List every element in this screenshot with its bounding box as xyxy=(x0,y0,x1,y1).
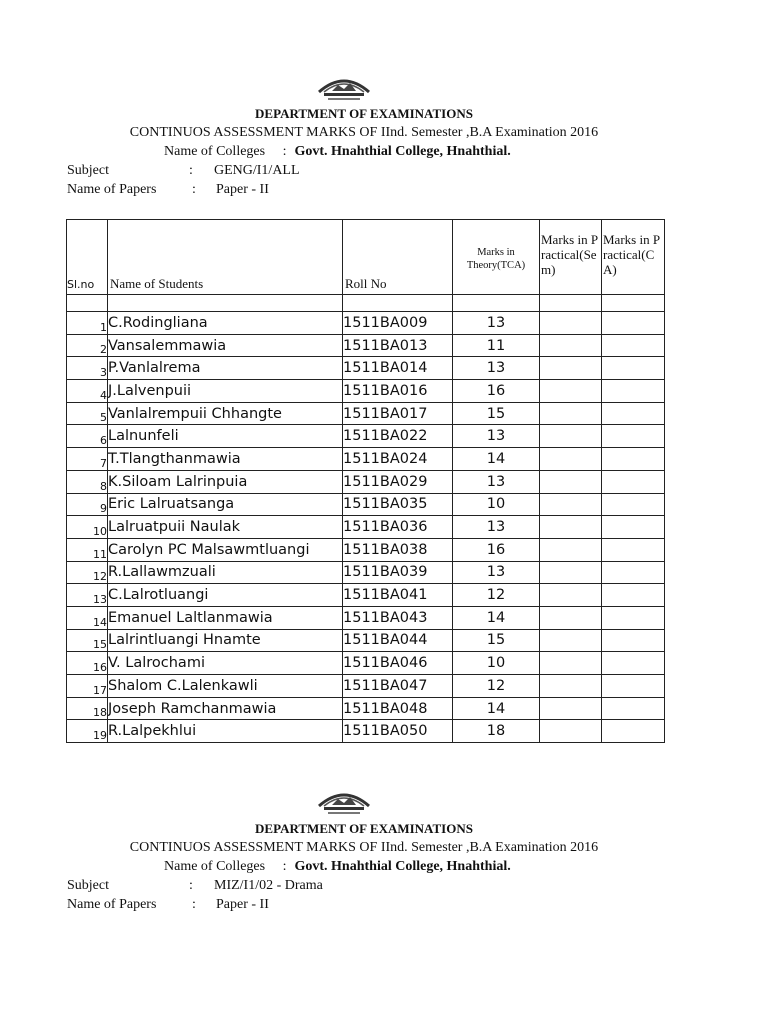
row-slno: 10 xyxy=(67,516,108,539)
row-practical-sem xyxy=(540,334,602,357)
papers-value: Paper - II xyxy=(216,182,269,197)
row-slno: 1 xyxy=(67,312,108,335)
header-slno: Sl.no xyxy=(67,220,108,295)
university-logo xyxy=(314,74,374,104)
row-student-name: Lalruatpuii Naulak xyxy=(108,516,343,539)
row-practical-ca xyxy=(602,629,665,652)
table-body xyxy=(67,312,665,743)
row-student-name: V. Lalrochami xyxy=(108,652,343,675)
row-roll-no: 1511BA043 xyxy=(343,606,453,629)
header-practical-sem: Marks in Practical(Sem) xyxy=(540,220,602,295)
row-practical-ca xyxy=(602,402,665,425)
row-student-name: K.Siloam Lalrinpuia xyxy=(108,470,343,493)
table-row xyxy=(67,312,665,335)
row-practical-sem xyxy=(540,561,602,584)
row-practical-ca xyxy=(602,470,665,493)
row-practical-ca xyxy=(602,720,665,743)
table-row xyxy=(67,675,665,698)
subject-label-2: Subject xyxy=(67,878,109,893)
row-slno: 17 xyxy=(67,675,108,698)
row-theory-marks: 18 xyxy=(453,720,540,743)
row-slno: 2 xyxy=(67,334,108,357)
row-student-name: Lalrintluangi Hnamte xyxy=(108,629,343,652)
row-student-name: T.Tlangthanmawia xyxy=(108,448,343,471)
row-roll-no: 1511BA039 xyxy=(343,561,453,584)
college-line xyxy=(164,144,511,160)
row-roll-no: 1511BA013 xyxy=(343,334,453,357)
row-slno: 6 xyxy=(67,425,108,448)
row-roll-no: 1511BA016 xyxy=(343,380,453,403)
table-row xyxy=(67,334,665,357)
marks-table xyxy=(66,219,665,743)
row-student-name: R.Lallawmzuali xyxy=(108,561,343,584)
subject-label: Subject xyxy=(67,163,109,178)
row-practical-ca xyxy=(602,425,665,448)
row-theory-marks: 15 xyxy=(453,402,540,425)
row-practical-ca xyxy=(602,561,665,584)
row-practical-ca xyxy=(602,312,665,335)
table-row xyxy=(67,470,665,493)
subject-value: GENG/I1/ALL xyxy=(214,163,300,178)
row-practical-ca xyxy=(602,675,665,698)
row-theory-marks: 13 xyxy=(453,357,540,380)
row-practical-ca xyxy=(602,697,665,720)
row-practical-ca xyxy=(602,584,665,607)
table-row xyxy=(67,448,665,471)
row-student-name: P.Vanlalrema xyxy=(108,357,343,380)
row-theory-marks: 16 xyxy=(453,538,540,561)
row-roll-no: 1511BA046 xyxy=(343,652,453,675)
table-row xyxy=(67,516,665,539)
row-practical-ca xyxy=(602,606,665,629)
row-roll-no: 1511BA050 xyxy=(343,720,453,743)
header-practical-ca: Marks in Practical(CA) xyxy=(602,220,665,295)
row-slno: 7 xyxy=(67,448,108,471)
row-practical-ca xyxy=(602,538,665,561)
row-slno: 19 xyxy=(67,720,108,743)
row-practical-sem xyxy=(540,675,602,698)
papers-value-2: Paper - II xyxy=(216,897,269,912)
table-row xyxy=(67,584,665,607)
row-theory-marks: 16 xyxy=(453,380,540,403)
row-practical-sem xyxy=(540,312,602,335)
table-row xyxy=(67,538,665,561)
row-student-name: Carolyn PC Malsawmtluangi xyxy=(108,538,343,561)
row-theory-marks: 10 xyxy=(453,493,540,516)
row-theory-marks: 11 xyxy=(453,334,540,357)
table-row xyxy=(67,493,665,516)
papers-colon: : xyxy=(192,182,196,197)
papers-label: Name of Papers xyxy=(67,182,157,197)
row-theory-marks: 12 xyxy=(453,675,540,698)
row-student-name: Eric Lalruatsanga xyxy=(108,493,343,516)
row-theory-marks: 13 xyxy=(453,312,540,335)
row-practical-ca xyxy=(602,652,665,675)
row-student-name: Emanuel Laltlanmawia xyxy=(108,606,343,629)
row-roll-no: 1511BA047 xyxy=(343,675,453,698)
subject-colon: : xyxy=(189,163,193,178)
row-student-name: Vansalemmawia xyxy=(108,334,343,357)
row-roll-no: 1511BA014 xyxy=(343,357,453,380)
row-roll-no: 1511BA024 xyxy=(343,448,453,471)
row-roll-no: 1511BA041 xyxy=(343,584,453,607)
table-row xyxy=(67,629,665,652)
row-slno: 15 xyxy=(67,629,108,652)
row-roll-no: 1511BA022 xyxy=(343,425,453,448)
college-name-2: Govt. Hnahthial College, Hnahthial. xyxy=(294,859,511,874)
row-roll-no: 1511BA009 xyxy=(343,312,453,335)
row-practical-sem xyxy=(540,697,602,720)
row-theory-marks: 13 xyxy=(453,516,540,539)
papers-colon-2: : xyxy=(192,897,196,912)
row-practical-sem xyxy=(540,448,602,471)
row-practical-ca xyxy=(602,357,665,380)
row-slno: 9 xyxy=(67,493,108,516)
row-slno: 12 xyxy=(67,561,108,584)
row-practical-sem xyxy=(540,357,602,380)
row-practical-sem xyxy=(540,516,602,539)
row-roll-no: 1511BA048 xyxy=(343,697,453,720)
row-student-name: Vanlalrempuii Chhangte xyxy=(108,402,343,425)
college-label-2: Name of Colleges : xyxy=(164,859,287,874)
row-practical-sem xyxy=(540,380,602,403)
table-row xyxy=(67,606,665,629)
row-roll-no: 1511BA035 xyxy=(343,493,453,516)
table-row xyxy=(67,697,665,720)
row-slno: 3 xyxy=(67,357,108,380)
row-theory-marks: 14 xyxy=(453,606,540,629)
row-slno: 8 xyxy=(67,470,108,493)
row-theory-marks: 12 xyxy=(453,584,540,607)
assessment-title: CONTINUOS ASSESSMENT MARKS OF IInd. Semester ,B.A Examination 2016 xyxy=(129,125,599,140)
row-student-name: J.Lalvenpuii xyxy=(108,380,343,403)
row-practical-sem xyxy=(540,538,602,561)
row-theory-marks: 13 xyxy=(453,425,540,448)
row-student-name: C.Rodingliana xyxy=(108,312,343,335)
row-slno: 16 xyxy=(67,652,108,675)
row-roll-no: 1511BA036 xyxy=(343,516,453,539)
header-roll: Roll No xyxy=(343,220,453,295)
row-slno: 11 xyxy=(67,538,108,561)
row-student-name: Lalnunfeli xyxy=(108,425,343,448)
table-header-row xyxy=(67,220,665,295)
row-practical-ca xyxy=(602,334,665,357)
row-slno: 4 xyxy=(67,380,108,403)
row-slno: 14 xyxy=(67,606,108,629)
college-label: Name of Colleges : xyxy=(164,144,287,159)
row-practical-sem xyxy=(540,402,602,425)
row-practical-ca xyxy=(602,516,665,539)
table-row xyxy=(67,357,665,380)
table-row xyxy=(67,561,665,584)
department-title: DEPARTMENT OF EXAMINATIONS xyxy=(255,106,473,121)
university-logo-2 xyxy=(314,788,374,818)
header-name: Name of Students xyxy=(108,220,343,295)
row-student-name: Joseph Ramchanmawia xyxy=(108,697,343,720)
row-practical-sem xyxy=(540,470,602,493)
header-theory: Marks in Theory(TCA) xyxy=(453,220,540,295)
table-row xyxy=(67,425,665,448)
row-theory-marks: 14 xyxy=(453,448,540,471)
row-roll-no: 1511BA038 xyxy=(343,538,453,561)
table-row xyxy=(67,720,665,743)
row-theory-marks: 10 xyxy=(453,652,540,675)
subject-colon-2: : xyxy=(189,878,193,893)
row-practical-sem xyxy=(540,629,602,652)
subject-value-2: MIZ/I1/02 - Drama xyxy=(214,878,323,893)
department-title-2: DEPARTMENT OF EXAMINATIONS xyxy=(255,821,473,836)
row-student-name: Shalom C.Lalenkawli xyxy=(108,675,343,698)
row-theory-marks: 15 xyxy=(453,629,540,652)
row-practical-sem xyxy=(540,652,602,675)
row-practical-ca xyxy=(602,380,665,403)
table-spacer-row xyxy=(67,295,665,312)
row-student-name: R.Lalpekhlui xyxy=(108,720,343,743)
row-theory-marks: 13 xyxy=(453,470,540,493)
papers-label-2: Name of Papers xyxy=(67,897,157,912)
row-practical-ca xyxy=(602,493,665,516)
college-line-2 xyxy=(164,859,511,875)
row-roll-no: 1511BA044 xyxy=(343,629,453,652)
row-theory-marks: 13 xyxy=(453,561,540,584)
row-practical-sem xyxy=(540,606,602,629)
row-roll-no: 1511BA017 xyxy=(343,402,453,425)
row-practical-sem xyxy=(540,493,602,516)
row-practical-ca xyxy=(602,448,665,471)
row-roll-no: 1511BA029 xyxy=(343,470,453,493)
table-row xyxy=(67,652,665,675)
row-student-name: C.Lalrotluangi xyxy=(108,584,343,607)
row-practical-sem xyxy=(540,720,602,743)
table-row xyxy=(67,380,665,403)
row-slno: 13 xyxy=(67,584,108,607)
row-slno: 18 xyxy=(67,697,108,720)
assessment-title-2: CONTINUOS ASSESSMENT MARKS OF IInd. Semester ,B.A Examination 2016 xyxy=(129,840,599,855)
table-row xyxy=(67,402,665,425)
row-practical-sem xyxy=(540,425,602,448)
college-name: Govt. Hnahthial College, Hnahthial. xyxy=(294,144,511,159)
row-slno: 5 xyxy=(67,402,108,425)
row-theory-marks: 14 xyxy=(453,697,540,720)
row-practical-sem xyxy=(540,584,602,607)
